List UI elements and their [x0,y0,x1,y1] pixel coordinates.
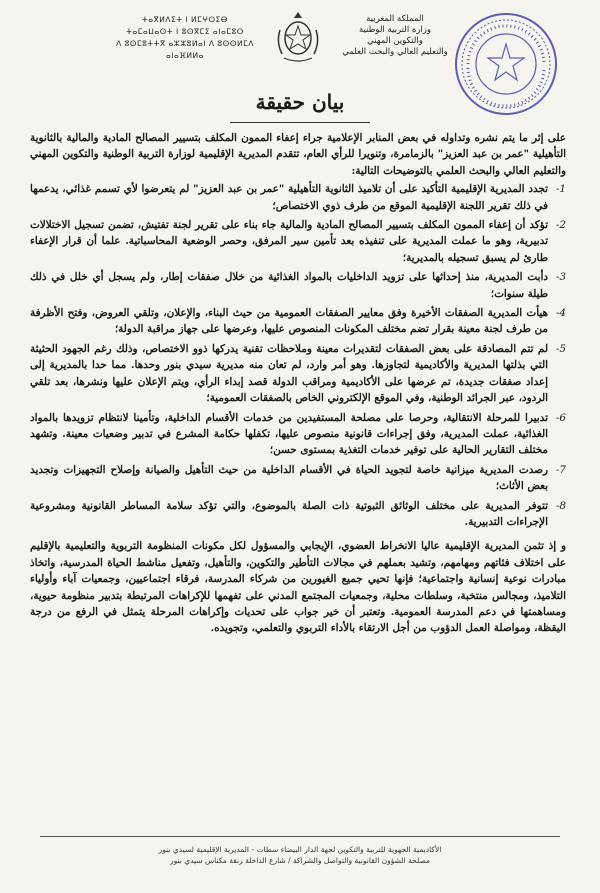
ministry-line: وزارة التربية الوطنية [358,25,432,35]
item-text: تؤكد أن إعفاء الممون المكلف بتسيير المصالح المادية والمالية جاء بناء على تقرير لجنة تفتيش، تضمن تسجيل الاختلالات تدبيرية، وهو ما عملت المديرية على تنفيذه بعد تأمين سير المرفق، وحصر الوضعية المحاسباتية. علما أن قرار الإعفاء طارئ لم يسبق تسجيله بالمديرية؛ [30,219,548,264]
coat-of-arms-icon [272,8,324,64]
list-item [30,305,566,338]
item-number: 8- [555,499,566,512]
list-item [30,181,566,214]
item-text: تتوفر المديرية على مختلف الوثائق الثبوتية ذات الصلة بالموضوع، والتي تؤكد سلامة المساطر القانونية ومشروعية الإجراءات التدبيرية. [30,499,548,528]
letterhead [0,0,600,82]
footer-line: مصلحة الشؤون القانونية والتواصل والشراكة / شارع الداخلة زنقة مكناس سيدي بنور [169,856,430,865]
item-number: 3- [555,271,566,284]
item-number: 1- [555,183,566,196]
item-text: لم تتم المصادقة على بعض الصفقات لتقديرات معينة وملاحظات تقنية يدركها ذوو الاختصاص، وذلك رغم الجهود الحثيثة التي بذلتها المديرية والأكاديمية لتجاوزها. وهو أمر وارد، لم تعان منه مديرية سيدي بنور وحدها. مما حدا بالمديرية إلى إعداد صفقات جديدة، تم عرضها على الأكاديمية ومراقب الدولة قصد إبداء الرأي، ويتم الإعلان عليها ونشرها، بعد تلقي الردود، عبر الجرائد الوطنية، وفي الموقع الإلكتروني الخاص بالصفقات العمومية؛ [30,342,548,405]
item-text: تدبيرا للمرحلة الانتقالية، وحرصا على مصلحة المستفيدين من خدمات الأقسام الداخلية، وتأمينا لانتظام تزويدها بالمواد الغذائية، عملت المديرية، وفق إجراءات قانونية منصوص عليها، تكفلها حكامة المشرع في تدبير وضعيات معينة. وتشهد مختلف التقارير الحالية على توفير خدمات التغذية بمستوى حسن؛ [30,411,548,457]
title-underline [230,122,370,123]
tifinagh-line: ⴷ ⵓⵙⵎⵓⵜⵜⴳ ⴰⵣⵣⵓⵍⴰⵏ ⴷ ⵓⵙⵙⵍⵎⴷ ⴰⵏⴰⴼⵍⵍⴰ [116,39,254,60]
list-item [30,498,566,531]
footer-line: الأكاديمية الجهوية للتربية والتكوين لجهة الدار البيضاء سطات - المديرية الإقليمية لسيدي بنور [158,845,442,854]
item-number: 2- [555,219,566,232]
ministry-line: والتكوين المهني [367,36,423,46]
item-number: 5- [555,342,566,355]
item-text: دأبت المديرية، منذ إحداثها على تزويد الداخليات بالمواد الغذائية من خلال صفقات إطار، ولم يسجل أي خلل في ذلك طيلة سنوات؛ [30,271,548,300]
document-title: بيان حقيقة [255,90,345,114]
list-item [30,410,566,459]
list-item [30,269,566,302]
closing-paragraph: و إذ تثمن المديرية الإقليمية عاليا الانخراط العضوي، الإيجابي والمسؤول لكل مكونات المنظومة التربوية والتعليمية بالإقليم على اختلاف فئاتهم ومهامهم، وتشيد بعملهم في مجالات التأطير والتكوين، والتأهيل، وتفعيل مناشط الحياة المدرسية، واتخاذ مبادرات نوعية إنسانية واجتماعية؛ فإنها تحيي جميع الغيورين من شركاء المدرسة، فرقاء اجتماعيين، وجمعيات آباء وأولياء التلاميذ، ومجالس منتخبة، وسلطات محلية، وجمعيات المجتمع المدني على تفهمها للإكراهات المرتبطة بتدبير منظومة حيوية، ومساهمتها في دعم المدرسة العمومية. وتعتبر أن خير جواب على تحديات وإكراهات المرحلة يتمثل في الرفع من درجة اليقظة، ومواصلة العمل الدؤوب من أجل الارتقاء بالأداء التربوي والتعلمي، وتجويده. [30,540,566,635]
footer-divider [40,836,560,837]
ministry-letterhead [320,14,470,58]
ministry-line: المملكة المغربية [366,14,424,24]
list-item [30,217,566,266]
tifinagh-line: ⵜⴰⴳⵍⴷⵉⵜ ⵏ ⵍⵎⵖⵔⵉⴱ [142,15,228,24]
clarifications-list [30,181,566,530]
footer [0,836,600,886]
item-text: هيأت المديرية الصفقات الأخيرة وفق معايير الصفقات العمومية من حيث البناء، والإعلان، وتلقي العروض، وفتح الأظرفة من طرف لجنة معينة بقرار تضم مختلف المكونات المنصوص عليها، وعرضها على جهاز مراقبة الدولة؛ [30,307,548,336]
footer-address [40,844,560,866]
item-number: 4- [555,307,566,320]
item-text: رصدت المديرية ميزانية خاصة لتجويد الحياة في الأقسام الداخلية من حيث التأهيل والصيانة وإصلاح التجهيزات وتجديد بعض الأثاث؛ [30,463,548,493]
item-text: تجدد المديرية الإقليمية التأكيد على أن تلاميذ الثانوية التأهيلية "عمر بن عبد العزيز" لم يتعرضوا لأي تسمم غذائي، يدعمها في ذلك تقرير اللجنة الإقليمية الموقع من طرف ذوي الاختصاص؛ [30,183,548,212]
item-number: 7- [555,463,566,476]
intro-paragraph: على إثر ما يتم نشره وتداوله في بعض المنابر الإعلامية جراء إعفاء الممون المكلف بتسيير المصالح المادية والمالية بالثانوية التأهيلية "عمر بن عبد العزيز" بالزمامرة، وتنويرا للرأي العام، تتقدم المديرية الإقليمية لوزارة التربية الوطنية والتكوين المهني والتعليم العالي والبحث العلمي بالتوضيحات التالية: [30,132,566,177]
tifinagh-letterhead [110,14,260,62]
ministry-line: والتعليم العالي والبحث العلمي [342,47,448,57]
list-item [30,341,566,407]
tifinagh-line: ⵜⴰⵎⴰⵡⴰⵙⵜ ⵏ ⵓⵙⴳⵎⵉ ⴰⵏⴰⵎⵓⵔ [126,27,244,36]
item-number: 6- [555,411,566,424]
list-item [30,462,566,495]
document-body [30,130,566,637]
